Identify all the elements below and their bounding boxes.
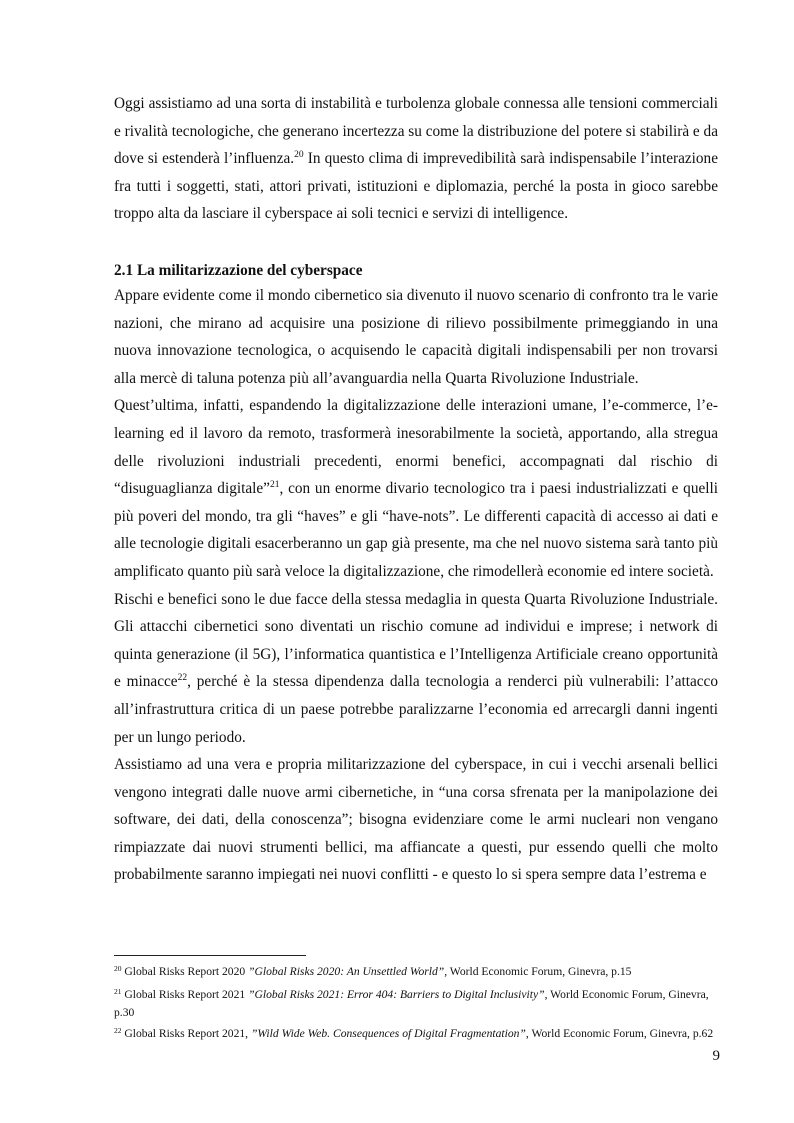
paragraph-text: Rischi e benefici sono le due facce della stessa medaglia in questa Quarta Rivoluzione Industriale. Gli attacchi cibernetici sono diventati un rischio comune ad individui e imprese; i network di quinta generazione (il 5G), l’informatica quantistica e l’Intelligenza Artificiale creano opportunità e minacce [114,590,718,691]
footnote-text: Global Risks Report 2020 [121,965,249,978]
footnote-title: ”Global Risks 2020: An Unsettled World” [248,965,445,978]
footnote-number: 21 [114,987,122,996]
footnote-21 [114,986,720,1022]
footnote-title: ”Wild Wide Web. Consequences of Digital Fragmentation” [250,1027,526,1040]
footnote-text: , World Economic Forum, Ginevra, p.30 [114,988,709,1019]
paragraph-text: , perché è la stessa dipendenza dalla tecnologia a renderci più vulnerabili: l’attacco all’infrastruttura critica di un paese potrebbe paralizzarne l’economia ed arrecargli danni ingenti per un lungo periodo. [114,673,718,746]
footnote-text: Global Risks Report 2021 [121,988,249,1001]
footnote-number: 20 [114,964,122,973]
page-number: 9 [712,1048,720,1064]
section-heading: 2.1 La militarizzazione del cyberspace [114,262,363,279]
paragraph: Appare evidente come il mondo cibernetico sia divenuto il nuovo scenario di confronto tra le varie nazioni, che mirano ad acquisire una posizione di rilievo possibilmente primeggiando in una nuova innovazione tecnologica, o acquisendo le capacità digitali indispensabili per non trovarsi alla mercè di taluna potenza più all’avanguardia nella Quarta Rivoluzione Industriale. [114,287,718,387]
paragraph-text: Quest’ultima, infatti, espandendo la digitalizzazione delle interazioni umane, l’e-commerce, l’e-learning ed il lavoro da remoto, trasformerà inesorabilmente la società, apportando, alla stregua delle rivoluzioni industriali precedenti, enormi benefici, accompagnati dal rischio di “disuguaglianza digitale” [114,397,718,498]
paragraph-text: Oggi assistiamo ad una sorta di instabilità e turbolenza globale connessa alle tensioni commerciali e rivalità tecnologiche, che generano incertezza su come la distribuzione del potere si stabilirà e da dove si estenderà l’influenza. [114,95,718,168]
footnote-22 [114,1025,720,1043]
footnote-text: Global Risks Report 2021, [121,1027,251,1040]
paragraph [114,392,718,585]
paragraph: Assistiamo ad una vera e propria militarizzazione del cyberspace, in cui i vecchi arsenali bellici vengono integrati dalle nuove armi cibernetiche, in “una corsa sfrenata per la manipolazione dei software, dei dati, della conoscenza”; bisogna evidenziare come le armi nucleari non vengano rimpiazzate dai nuovi strumenti bellici, ma affiancate a questi, pur essendo quelli che molto probabilmente saranno impiegati nei nuovi conflitti - e questo lo si spera sempre data l’estrema e [114,756,718,884]
footnote-title: ”Global Risks 2021: Error 404: Barriers to Digital Inclusivity” [248,988,545,1001]
footnote-ref-20[interactable]: 20 [294,150,304,161]
footnote-text: , World Economic Forum, Ginevra, p.62 [525,1027,714,1040]
section-body [114,282,718,889]
paragraph [114,586,718,752]
paragraph-text: In questo clima di imprevedibilità sarà indispensabile l’interazione fra tutti i soggetti, stati, attori privati, istituzioni e diplomazia, perché la posta in gioco sarebbe troppo alta da lasciare il cyberspace ai soli tecnici e servizi di intelligence. [114,150,718,223]
paragraph-text: , con un enorme divario tecnologico tra i paesi industrializzati e quelli più poveri del mondo, tra gli “haves” e gli “have-nots”. Le differenti capacità di accesso ai dati e alle tecnologie digitali esacerberanno un gap già presente, ma che nel nuovo sistema sarà tanto più amplificato quanto più sarà veloce la digitalizzazione, che rimodellerà economie ed intere società. [114,480,719,580]
footnote-text: , World Economic Forum, Ginevra, p.15 [444,965,632,978]
footnote-divider [114,955,306,956]
intro-paragraph [114,90,718,228]
footnote-ref-22[interactable]: 22 [177,673,188,684]
footnote-20 [114,963,720,981]
footnote-number: 22 [114,1026,122,1035]
footnote-ref-21[interactable]: 21 [269,480,280,491]
